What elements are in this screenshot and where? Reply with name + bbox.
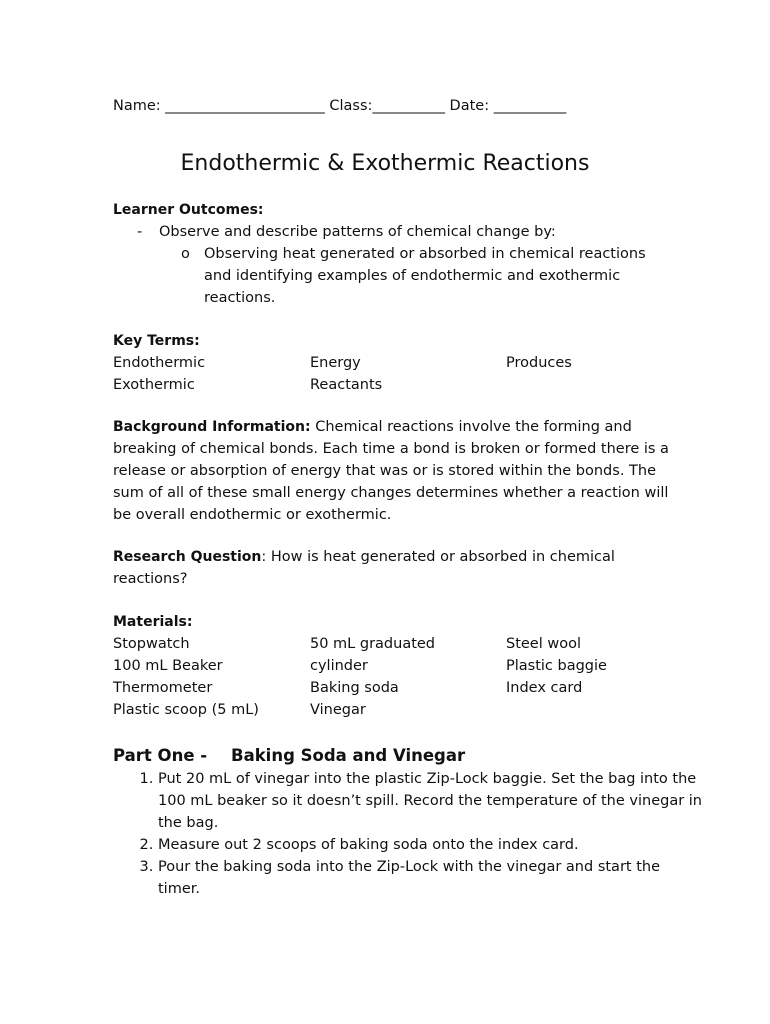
outcome-sub-line-3: reactions. [204,290,276,306]
part-one-title: Baking Soda and Vinegar [231,746,466,765]
key-term: Reactants [310,377,383,393]
procedure-step: 2. Measure out 2 scoops of baking soda onto the index card. [158,834,703,856]
material-item: 50 mL graduated [310,636,436,652]
class-label: Class: [329,98,373,114]
material-item: Baking soda [310,680,399,696]
material-item: Plastic baggie [506,658,607,674]
background-text-3: release or absorption of energy that was or is stored within the bonds. The [113,463,656,479]
date-label: Date: [449,98,490,114]
procedure-step: 1. Put 20 mL of vinegar into the plastic Zip-Lock baggie. Set the bag into the 100 mL beaker so it doesn’t spill. Record the temperature of the vinegar in the bag. [158,768,703,834]
material-item: Index card [506,680,583,696]
research-text-2: reactions? [113,571,188,587]
procedure-steps [113,768,703,900]
key-term: Exothermic [113,377,195,393]
materials-heading: Materials: [113,614,193,630]
research-question-line-1 [113,546,615,568]
material-item: Vinegar [310,702,366,718]
background-label: Background Information: [113,419,311,435]
class-blank: __________ [372,98,445,114]
material-item: Plastic scoop (5 mL) [113,702,259,718]
research-text-1: : How is heat generated or absorbed in chemical [261,549,615,565]
name-label: Name: [113,98,161,114]
background-text-5: be overall endothermic or exothermic. [113,507,392,523]
page-title: Endothermic & Exothermic Reactions [180,151,590,176]
key-term: Endothermic [113,355,206,371]
date-blank: __________ [493,98,567,114]
header-fields [113,95,566,117]
outcome-item-1: Observe and describe patterns of chemical change by: [159,224,556,240]
outcome-dash: - [137,224,143,240]
key-term: Produces [506,355,572,371]
material-item: cylinder [310,658,368,674]
material-item: Steel wool [506,636,581,652]
background-text-4: sum of all of these small energy changes determines whether a reaction will [113,485,669,501]
procedure-step: 3. Pour the baking soda into the Zip-Lock with the vinegar and start the timer. [158,856,703,900]
part-one-prefix: Part One - [113,746,208,765]
research-label: Research Question [113,549,262,565]
background-line-1 [113,416,632,438]
name-blank: ______________________ [165,98,325,114]
learner-outcomes-heading: Learner Outcomes: [113,202,264,218]
material-item: Stopwatch [113,636,190,652]
key-term: Energy [310,355,361,371]
material-item: Thermometer [113,680,213,696]
background-text-2: breaking of chemical bonds. Each time a bond is broken or formed there is a [113,441,669,457]
outcome-sub-line-1: Observing heat generated or absorbed in chemical reactions [204,246,646,262]
material-item: 100 mL Beaker [113,658,223,674]
outcome-sub-line-2: and identifying examples of endothermic and exothermic [204,268,621,284]
background-text-1: Chemical reactions involve the forming and [315,419,632,435]
sub-bullet: o [181,246,190,262]
key-terms-heading: Key Terms: [113,333,200,349]
